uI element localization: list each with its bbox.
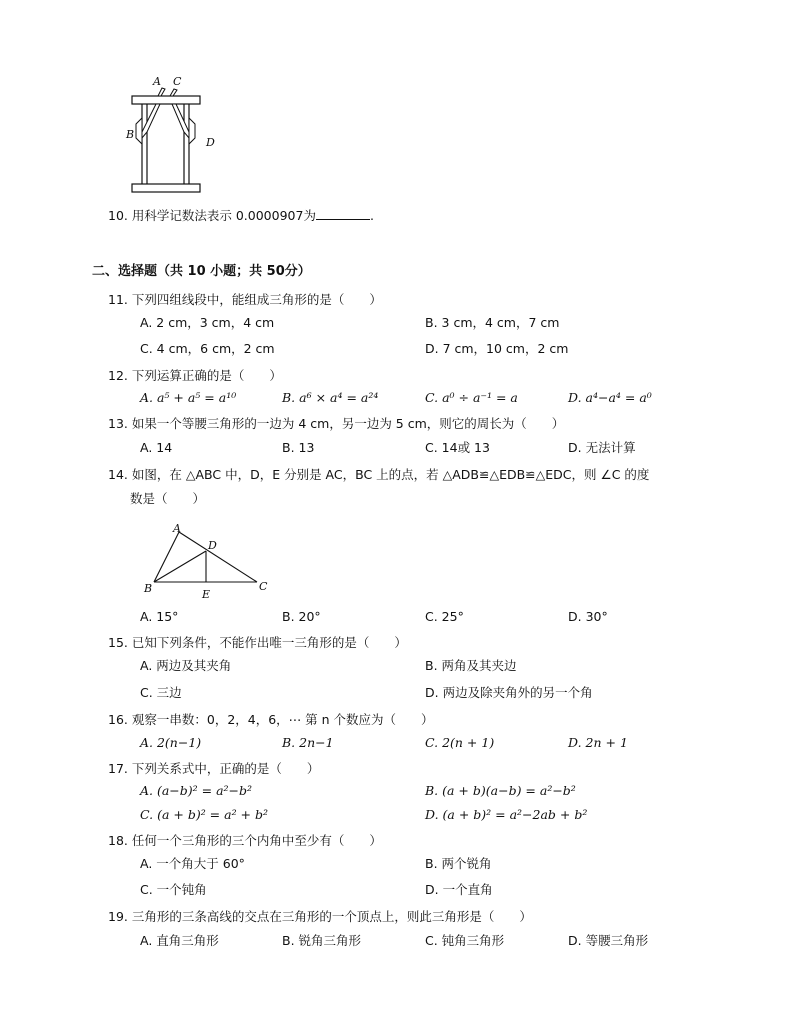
question-18: 18. 任何一个三角形的三个内角中至少有（ ） (108, 833, 382, 848)
option-d[interactable]: D. 2n + 1 (568, 735, 628, 750)
question-12: 12. 下列运算正确的是（ ） (108, 368, 282, 383)
option-d[interactable]: D. a⁴−a⁴ = a⁰ (568, 390, 652, 405)
triangle-figure (138, 520, 272, 602)
option-a[interactable]: A. 直角三角形 (140, 933, 219, 948)
option-b[interactable]: B. 两个锐角 (425, 856, 492, 871)
option-a[interactable]: A. 2(n−1) (140, 735, 202, 750)
option-c[interactable]: C. 三边 (140, 685, 182, 700)
option-a[interactable]: A. a⁵ + a⁵ = a¹⁰ (140, 390, 237, 405)
option-a[interactable]: A. 15° (140, 609, 179, 624)
option-b[interactable]: B. 20° (282, 609, 321, 624)
question-13: 13. 如果一个等腰三角形的一边为 4 cm，另一边为 5 cm，则它的周长为（ ） (108, 416, 565, 431)
label-b: B (126, 128, 135, 141)
option-c[interactable]: C. 一个钝角 (140, 882, 207, 897)
option-a[interactable]: A. 2 cm，3 cm，4 cm (140, 315, 275, 330)
option-b[interactable]: B. 锐角三角形 (282, 933, 362, 948)
label-e: E (202, 588, 211, 601)
option-a[interactable]: A. 一个角大于 60° (140, 856, 245, 871)
option-c[interactable]: C. 2(n + 1) (425, 735, 495, 750)
question-10: 10. 用科学记数法表示 0.0000907为 . (108, 208, 374, 223)
question-number: 10. (108, 208, 128, 223)
answer-blank[interactable] (316, 207, 370, 220)
option-b[interactable]: B. 13 (282, 440, 315, 455)
option-b[interactable]: B. 2n−1 (282, 735, 334, 750)
option-b[interactable]: B. a⁶ × a⁴ = a²⁴ (282, 390, 379, 405)
label-c: C (259, 580, 268, 593)
option-c[interactable]: C. a⁰ ÷ a⁻¹ = a (425, 390, 518, 405)
option-a[interactable]: A. 14 (140, 440, 173, 455)
label-a: A (153, 75, 161, 88)
option-d[interactable]: D. 一个直角 (425, 882, 493, 897)
option-c[interactable]: C. 25° (425, 609, 464, 624)
label-d: D (206, 136, 215, 149)
question-14-continued: 数是（ ） (130, 491, 206, 506)
section-title: 二、选择题（共 10 小题；共 50分） (92, 264, 311, 279)
option-a[interactable]: A. (a−b)² = a²−b² (140, 783, 253, 798)
option-a[interactable]: A. 两边及其夹角 (140, 658, 232, 673)
option-b[interactable]: B. (a + b)(a−b) = a²−b² (425, 783, 576, 798)
option-d[interactable]: D. 30° (568, 609, 608, 624)
label-d: D (208, 539, 217, 552)
option-c[interactable]: C. 4 cm，6 cm，2 cm (140, 341, 275, 356)
label-a: A (173, 522, 181, 535)
option-d[interactable]: D. 7 cm，10 cm，2 cm (425, 341, 569, 356)
option-d[interactable]: D. 等腰三角形 (568, 933, 649, 948)
option-d[interactable]: D. (a + b)² = a²−2ab + b² (425, 807, 588, 822)
option-c[interactable]: C. 钝角三角形 (425, 933, 505, 948)
question-19: 19. 三角形的三条高线的交点在三角形的一个顶点上，则此三角形是（ ） (108, 909, 532, 924)
question-14: 14. 如图，在 △ABC 中，D，E 分别是 AC，BC 上的点，若 △ADB≌△EDB≌△EDC，则 ∠C 的度 (108, 467, 650, 482)
question-15: 15. 已知下列条件，不能作出唯一三角形的是（ ） (108, 635, 407, 650)
option-d[interactable]: D. 两边及除夹角外的另一个角 (425, 685, 593, 700)
option-c[interactable]: C. (a + b)² = a² + b² (140, 807, 269, 822)
option-c[interactable]: C. 14或 13 (425, 440, 490, 455)
question-11: 11. 下列四组线段中，能组成三角形的是（ ） (108, 292, 382, 307)
option-b[interactable]: B. 3 cm，4 cm，7 cm (425, 315, 560, 330)
option-d[interactable]: D. 无法计算 (568, 440, 636, 455)
option-b[interactable]: B. 两角及其夹边 (425, 658, 517, 673)
label-b: B (144, 582, 153, 595)
question-17: 17. 下列关系式中，正确的是（ ） (108, 761, 320, 776)
frame-figure (120, 72, 220, 198)
question-stem: 用科学记数法表示 0.0000907为 (131, 208, 316, 223)
question-16: 16. 观察一串数：0，2，4，6，⋯ 第 n 个数应为（ ） (108, 712, 434, 727)
label-c: C (173, 75, 182, 88)
